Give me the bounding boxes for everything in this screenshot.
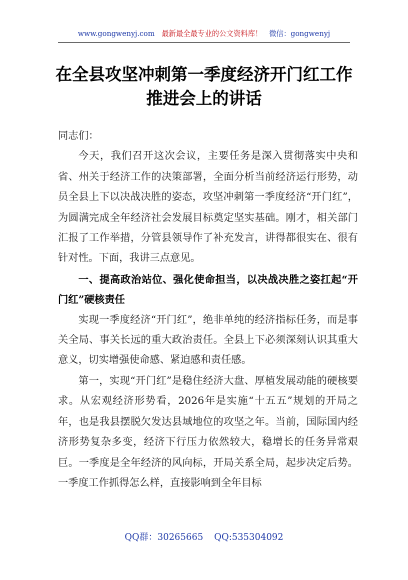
paragraph-point-one: 第一，实现“开门红”是稳住经济大盘、厚植发展动能的硬核要求。从宏观经济形势看，2026年是实施“十五五”规划的开局之年，也是我县摆脱欠发达县域地位的攻坚之年。当前，国际国内经济形势复杂多变，经济下行压力依然较大，稳增长的任务异常艰巨。一季度是全年经济的风向标，开局关系全局，起步决定后势。一季度工作抓得怎么样，直接影响到全年目标 (58, 375, 358, 489)
site-footer (0, 532, 408, 544)
header-wechat: 微信：gongwenyj (269, 29, 331, 38)
section-heading-1: 一、提高政治站位、强化使命担当，以决战决胜之姿扛起“开门红”硬核责任 (58, 273, 358, 307)
document-title (40, 63, 368, 111)
title-line-2: 推进会上的讲话 (146, 89, 262, 108)
title-line-1: 在全县攻坚冲刺第一季度经济开门红工作 (55, 65, 353, 84)
footer-qq: QQ:535304092 (214, 533, 284, 543)
document-body (58, 127, 358, 494)
paragraph-significance: 实现一季度经济“开门红”，绝非单纯的经济指标任务，而是事关全局、事关长远的重大政治责任。全县上下必须深刻认识其重大意义，切实增强使命感、紧迫感和责任感。 (58, 314, 358, 367)
footer-qq-group: QQ群：30265665 (124, 533, 204, 543)
header-divider (58, 42, 350, 43)
salutation: 同志们： (58, 131, 99, 142)
header-slogan: 最新最全最专业的公文资料库！ (161, 29, 263, 38)
header-site-url[interactable]: www.gongwenyj.com (77, 29, 155, 38)
site-header (0, 29, 408, 39)
paragraph-intro: 今天，我们召开这次会议，主要任务是深入贯彻落实中央和省、州关于经济工作的决策部署，全面分析当前经济运行形势，动员全县上下以决战决胜的姿态，攻坚冲刺第一季度经济“开门红”，为圆满完成全年经济社会发展目标奠定坚实基础。刚才，相关部门汇报了工作举措，分管县领导作了补充发言，讲得都很实在、很有针对性。下面，我讲三点意见。 (58, 151, 358, 265)
